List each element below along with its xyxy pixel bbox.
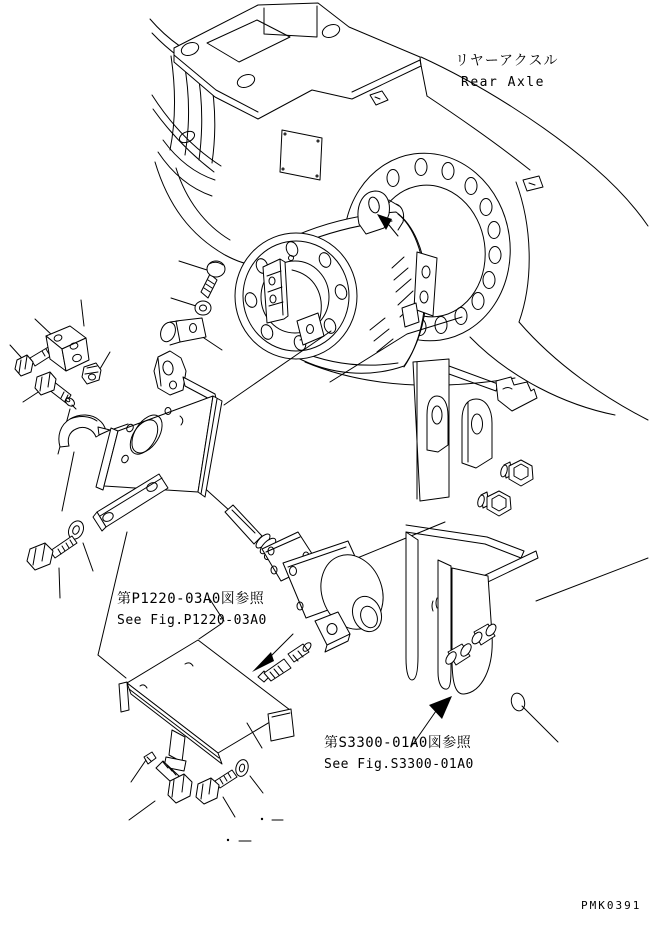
rear-axle-label-en: Rear Axle xyxy=(461,75,545,90)
dash-marks xyxy=(227,818,283,841)
pin-bottom xyxy=(144,752,156,764)
washer-e xyxy=(195,301,211,315)
ref-p1220-label-jp: 第P1220-03A0図参照 xyxy=(117,591,265,607)
bracket-bolt-1 xyxy=(500,460,533,486)
ref-s3300-label-en: See Fig.S3300-01A0 xyxy=(324,757,474,772)
surface-boss-right xyxy=(523,176,543,191)
vertical-bar-right xyxy=(432,560,451,689)
ref-s3300-label-jp: 第S3300-01A0図参照 xyxy=(324,735,472,751)
name-plate xyxy=(280,130,322,180)
right-bracket xyxy=(406,359,648,747)
pin-block xyxy=(158,318,206,345)
bolt-c xyxy=(27,536,77,570)
washer-bottom xyxy=(234,758,250,778)
ref-p1220-label-en: See Fig.P1220-03A0 xyxy=(117,613,267,628)
vertical-bar-left xyxy=(406,532,418,680)
bracket-bar xyxy=(93,474,168,678)
rear-axle-label-jp: リヤーアクスル xyxy=(455,53,559,69)
bracket-lug-2 xyxy=(462,399,492,468)
bracket-lug-1 xyxy=(427,396,448,452)
surface-boss-upper xyxy=(370,91,388,105)
bolt-b xyxy=(35,372,71,403)
bolt-bottom-2 xyxy=(196,770,237,804)
nut xyxy=(82,363,101,384)
clamp-block xyxy=(46,326,89,371)
bracket-bolt-2 xyxy=(477,491,511,516)
plate-top-lug xyxy=(154,351,186,395)
bolt-d xyxy=(201,261,225,298)
drawing-code: PMK0391 xyxy=(581,899,642,912)
